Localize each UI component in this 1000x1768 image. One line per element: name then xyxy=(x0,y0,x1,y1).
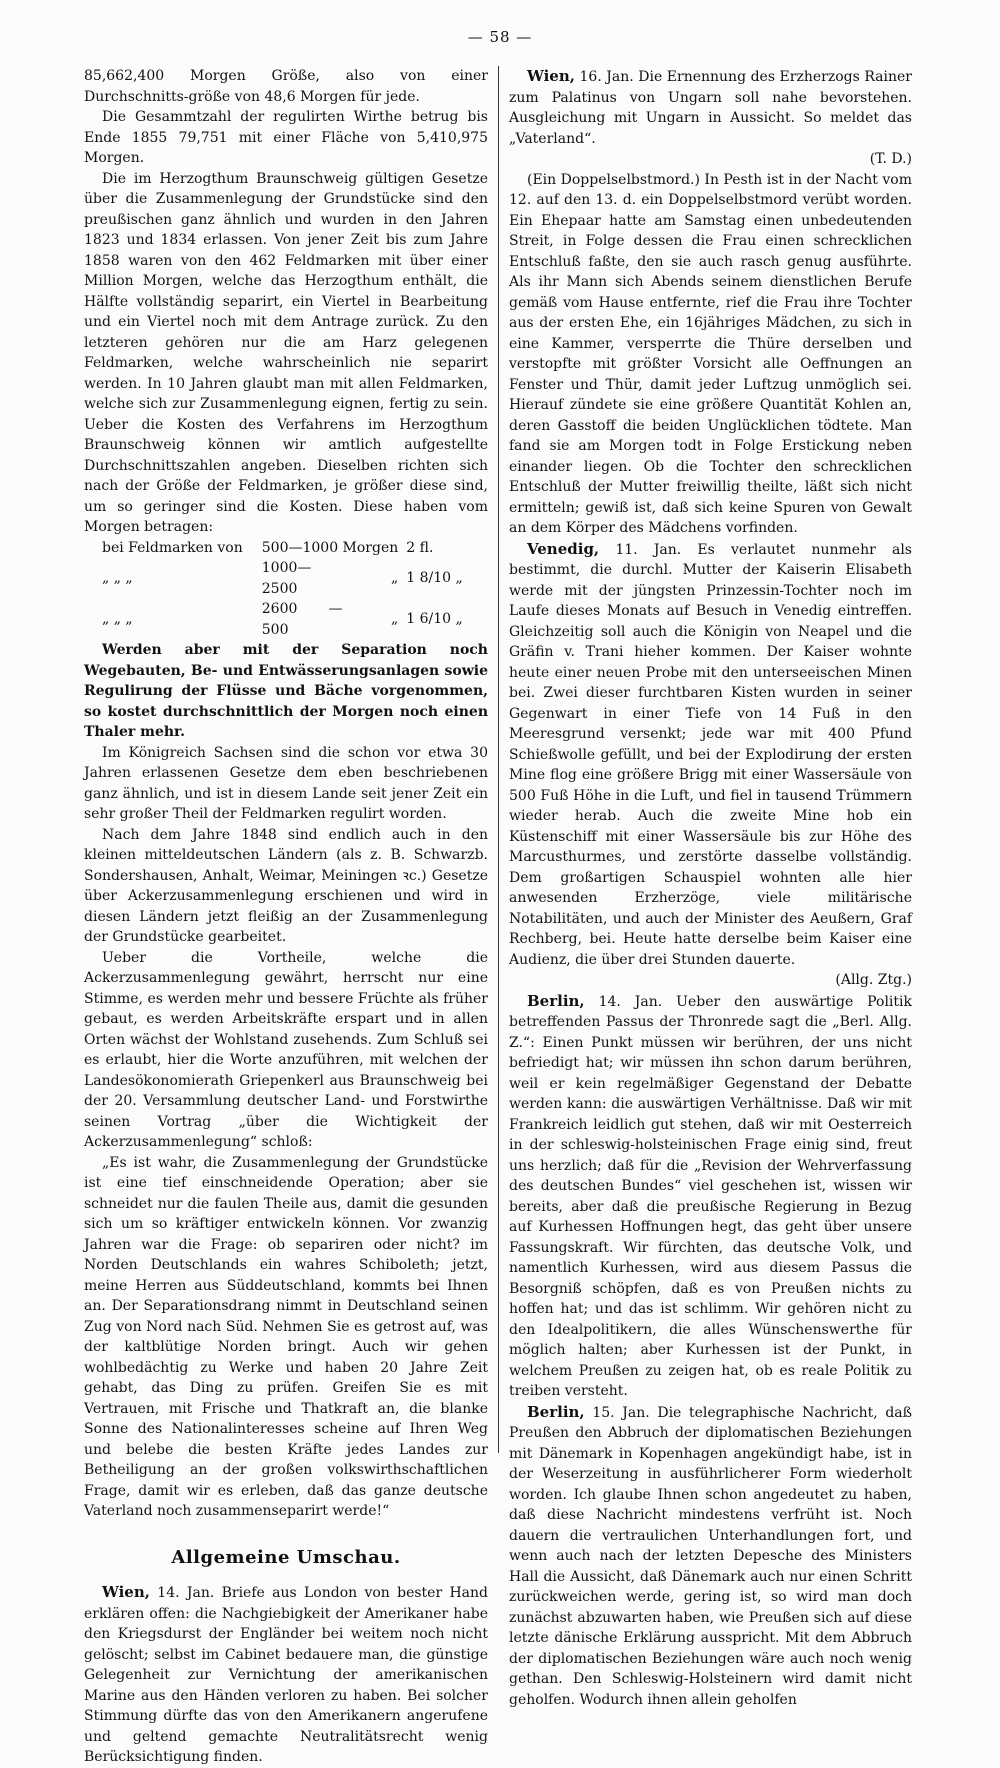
fee-label: „ „ „ xyxy=(102,611,133,628)
paragraph: Ueber die Vortheile, welche die Ackerzusammenlegung gewährt, herrscht nur eine Stimme, es werden mehr und bessere Früchte als früher gebaut, es werden Arbeitskräfte erspart und in allen Orten wächst der Wohlstand zusehends. Zum Schluß sei es erlaubt, hier die Worte anzuführen, mit welchen der Landesökonomierath Griepenkerl aus Braunschweig bei der 20. Versammlung deutscher Land- und Forstwirthe seinen Vortrag „über die Wichtigkeit der Ackerzusammenlegung“ schloß: xyxy=(84,949,488,1150)
news-source: (Allg. Ztg.) xyxy=(835,972,912,988)
page-number: — 58 — xyxy=(467,28,533,46)
right-column xyxy=(509,66,913,1708)
section-title: Allgemeine Umschau. xyxy=(171,1546,401,1568)
news-place: Wien, xyxy=(102,1583,150,1601)
left-column xyxy=(84,66,488,1765)
fee-unit: Morgen xyxy=(342,539,399,556)
news-text: 11. Jan. Es verlautet nunmehr als bestimmt, die durchl. Mutter der Kaiserin Elisabeth werde mit der jüngsten Prinzessin-Tochter noch im Laufe dieses Monats auf Besuch in Venedig eintreffen. Gleichzeitig soll auch die Königin von Neapel und die Gräfin v. Trani hieher kommen. Der Kaiser wohnte heute einer neuen Probe mit den unterseeischen Minen bei. Zwei dieser furchtbaren Kisten wurden in seiner Gegenwart in einer Tiefe von 14 Fuß in den Meeresgrund versenkt; jede war mit 400 Pfund Schießwolle gefüllt, und bei der Explodirung der ersten Mine flog eine größere Brigg mit einer Wassersäule von 500 Fuß Höhe in die Luft, und fiel in tausend Trümmern wieder herab. Auch die zweite Mine hob ein Küstenschiff mit einer Wassersäule bis zur Höhe des Marcusthurmes, und zerstörte dasselbe vollständig. Dem großartigen Schauspiel wohnten alle hier anwesenden Erzherzöge, viele militärische Notabilitäten, und auch der Minister des Aeußern, Graf Rechberg, bei. Heute hatte derselbe beim Kaiser eine Audienz, die über drei Stunden dauerte. xyxy=(509,541,912,968)
fee-unit: „ xyxy=(391,611,399,628)
news-text: (Ein Doppelselbstmord.) In Pesth ist in der Nacht vom 12. auf den 13. d. ein Doppelselbstmord verübt worden. Ein Ehepaar hatte am Samstag einen unbedeutenden Streit, in Folge dessen die Frau einen schrecklichen Entschluß faßte, den sie auch rasch genug ausführte. Als ihr Mann sich Abends seinem dienstlichen Berufe gemäß vom Hause entfernte, rief die Frau ihre Tochter aus der ersten Ehe, ein 16jähriges Mädchen, zu sich in eine Kammer, versperrte die Thüre derselben und verstopfte mit größter Vorsicht alle Oeffnungen an Fenster und Thür, damit jeder Luftzug unmöglich sei. Hierauf zündete sie eine größere Quantität Kohlen an, deren Gasstoff die beiden Unglücklichen tödtete. Man fand sie am Morgen todt in Folge Erstickung neben einander liegen. Ob die Tochter den schrecklichen Entschluß der Mutter freiwillig theilte, läßt sich nicht ermitteln; gewiß ist, daß sich keine Spuren von Gewalt an dem Körper des Mädchens vorfinden. xyxy=(509,171,912,536)
paragraph: 85,662,400 Morgen Größe, also von einer Durchschnitts-größe von 48,6 Morgen für jede. xyxy=(84,68,488,105)
column-divider xyxy=(498,66,499,1453)
news-item xyxy=(509,539,912,971)
news-item xyxy=(84,1582,488,1768)
news-item xyxy=(509,991,912,1402)
news-place: Venedig, xyxy=(527,539,600,558)
fee-amount: 2 fl. xyxy=(406,539,434,556)
news-place: Wien, xyxy=(527,67,575,85)
quote-paragraph: „Es ist wahr, die Zusammenlegung der Grundstücke ist eine tief einschneidende Operation; aber sie schneidet nur die faulen Theile aus, damit die gesunden sich um so kräftiger entwickeln können. Vor zwanzig Jahren war die Frage: ob separiren oder nicht? im Norden Deutschlands ein wahres Schiboleth; jetzt, meine Herren aus Süddeutschland, kommts bei Ihnen an. Der Separationsdrang nimmt in Deutschland seinen Zug von Nord nach Süd. Nehmen Sie es getrost auf, was der kaltblütige Norden bringt. Auch wir gehen wohlbedächtig zu Werke und haben 20 Jahre Zeit gehabt, das Ding zu prüfen. Greifen Sie es mit Vertrauen, mit Frische und Thatkraft an, die blanke Sonne des Nationalinteresses scheine auf Ihren Weg und belebe die besten Kräfte jedes Landes zur Betheiligung an der großen volkswirthschaftlichen Frage, damit wir es erleben, daß das ganze deutsche Vaterland noch zusammenseparirt werde!“ xyxy=(84,1154,488,1519)
news-text: 14. Jan. Briefe aus London von bester Hand erklären offen: die Nachgiebigkeit der Amerikaner habe den Kriegsdurst der Engländer bei weitem noch nicht gelöscht; selbst im Cabinet bedauere man, die günstige Gelegenheit zur Vernichtung der amerikanischen Marine aus den Händen verloren zu haben. Bei solcher Stimmung dürfte das von den Amerikanern angerufene und geltend gemachte Neutralitätsrecht wenig Berücksichtigung finden. xyxy=(84,1585,488,1765)
news-item xyxy=(509,170,912,539)
paragraph: Die im Herzogthum Braunschweig gültigen Gesetze über die Zusammenlegung der Grundstücke sind den preußischen ganz ähnlich und wurden in den Jahren 1823 und 1834 erlassen. Von jener Zeit bis zum Jahre 1858 waren von den 462 Feldmarken mit über einer Million Morgen, welche das Herzogthum enthält, die Hälfte vollständig separirt, ein Viertel in Bearbeitung und ein Viertel noch mit dem Antrage zurück. Zu den letzteren gehören nur die am Harz gelegenen Feldmarken, welche wahrscheinlich nie separirt werden. In 10 Jahren glaubt man mit allen Feldmarken, welche sich zur Zusammenlegung eignen, fertig zu sein. Ueber die Kosten des Verfahrens im Herzogthum Braunschweig können wir amtlich aufgestellte Durchschnittszahlen angeben. Dieselben richten sich nach der Größe der Feldmarken, je größer diese sind, um so geringer sind die Kosten. Diese haben vom Morgen betragen: xyxy=(84,170,488,535)
fee-amount: 1 8/10 „ xyxy=(406,570,463,587)
paragraph: Die Gesammtzahl der regulirten Wirthe betrug bis Ende 1855 79,751 mit einer Fläche von 5,410,975 Morgen. xyxy=(84,109,488,166)
news-item xyxy=(509,1402,912,1711)
news-text: 15. Jan. Die telegraphische Nachricht, daß Preußen den Abbruch der diplomatischen Beziehungen mit Dänemark in Kopenhagen angekündigt habe, ist in der Weserzeitung in ausführlicherer Form wiederholt worden. Ich glaube Ihnen schon angedeutet zu haben, daß diese Nachricht mindestens verfrüht ist. Noch dauern die vertraulichen Unterhandlungen fort, und wenn auch nach der letzten Depesche des Ministers Hall die Aussicht, daß Dänemark auch nur einen Schritt zurückweichen werde, gering ist, so wird man doch zunächst abzuwarten haben, wie Preußen sich auf diese letzte dänische Erklärung ausspricht. Mit dem Abbruch der diplomatischen Beziehungen wäre auch noch wenig gethan. Den Schleswig-Holsteinern wird damit nicht geholfen. Wodurch ihnen allein geholfen xyxy=(509,1404,913,1708)
news-item xyxy=(509,66,912,149)
fee-row xyxy=(84,599,488,640)
fee-unit: „ xyxy=(391,570,399,587)
fee-label: „ „ „ xyxy=(102,570,133,587)
fee-table xyxy=(84,538,488,641)
fee-row xyxy=(84,558,488,599)
fee-label: bei Feldmarken von xyxy=(102,539,243,556)
fee-amount: 1 6/10 „ xyxy=(406,611,463,628)
fee-range: 1000—2500 xyxy=(261,560,312,597)
news-text: 14. Jan. Ueber den auswärtige Politik betreffenden Passus der Thronrede sagt die „Berl. Allg. Z.“: Einen Punkt müssen wir berühren, der uns nicht befriedigt hat; wir müssen ihn schon darum berühren, weil er kein regelmäßiger Gegenstand der Debatte werden kann: die auswärtigen Verhältnisse. Daß wir mit Frankreich leidlich gut stehen, daß wir mit Oesterreich in der schleswig-holsteinischen Frage einig sind, freut uns herzlich; daß für die „Revision der Wehrverfassung des deutschen Bundes“ viel geschehen ist, wissen wir bereits, aber daß die preußische Regierung in Bezug auf Kurhessen Hoffnungen hegt, das geht über unsere Fassungskraft. Wir fürchten, das deutsche Volk, und namentlich Kurhessen, wird aus diesem Passus die Besorgniß schöpfen, daß es von Preußen nichts zu hoffen hat; und das ist schlimm. Wir gehören nicht zu den Idealpolitikern, die alles Wünschenswerthe für möglich halten; aber Kurhessen ist der Punkt, in welchem Preußen zu zeigen hat, ob es reale Politik zu treiben versteht. xyxy=(509,993,912,1399)
fee-range: 500—1000 xyxy=(261,539,339,556)
fee-row xyxy=(84,538,488,559)
news-source: (T. D.) xyxy=(869,151,912,167)
news-place: Berlin, xyxy=(527,991,585,1010)
news-place: Berlin, xyxy=(527,1402,585,1421)
fee-range: 2600 — 500 xyxy=(261,601,343,638)
news-text: 16. Jan. Die Ernennung des Erzherzogs Rainer zum Palatinus von Ungarn soll nahe bevorstehen. Ausgleichung mit Ungarn in Aussicht. So meldet das „Vaterland“. xyxy=(509,69,913,147)
paragraph: Nach dem Jahre 1848 sind endlich auch in den kleinen mitteldeutschen Ländern (als z. B. Schwarzb. Sondershausen, Anhalt, Weimar, Meiningen ꝛc.) Gesetze über Ackerzusammenlegung erschienen und wird in diesen Ländern jetzt fleißig an der Zusammenlegung der Grundstücke gearbeitet. xyxy=(84,826,488,945)
paragraph: Werden aber mit der Separation noch Wegebauten, Be- und Entwässerungsanlagen sowie Regulirung der Flüsse und Bäche vorgenommen, so kostet durchschnittlich der Morgen noch einen Thaler mehr. xyxy=(84,642,488,740)
paragraph: Im Königreich Sachsen sind die schon vor etwa 30 Jahren erlassenen Gesetze dem eben beschriebenen ganz ähnlich, und ist in diesem Lande seit jener Zeit ein sehr großer Theil der Feldmarken regulirt worden. xyxy=(84,744,488,822)
